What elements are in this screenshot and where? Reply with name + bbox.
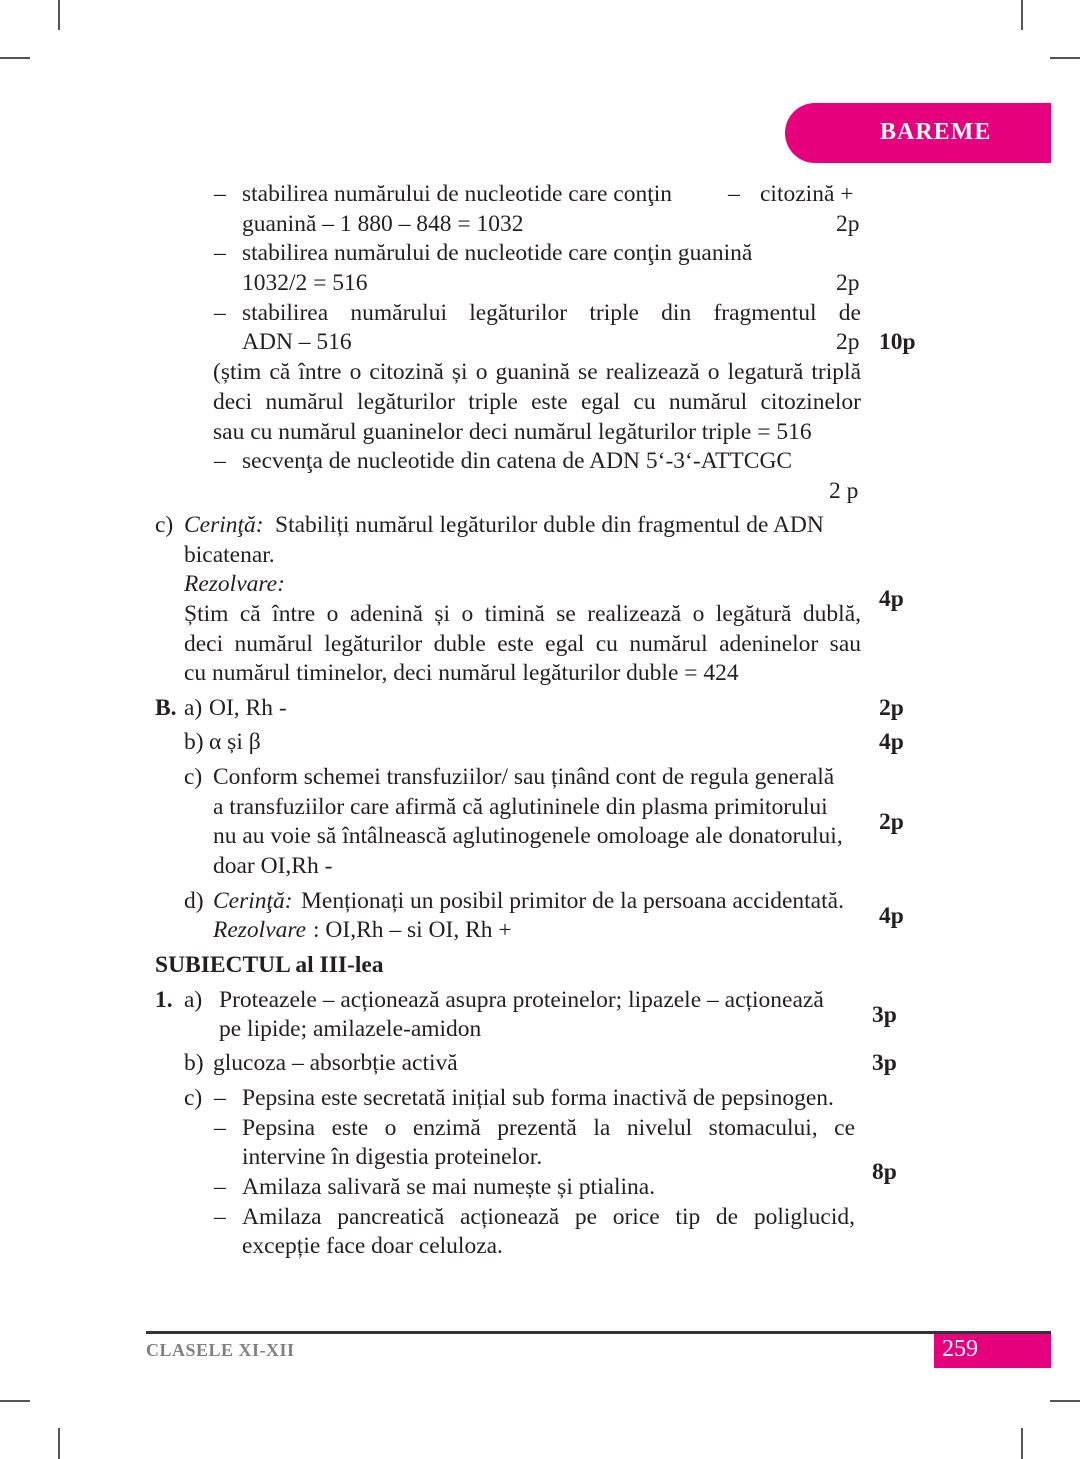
note-text: deci numărul legăturilor triple este egal cu numărul citozinelor [213, 389, 861, 415]
points: 4p [879, 586, 904, 612]
item-text: stabilirea numărului legăturilor triple din fragmentul de [242, 300, 861, 326]
bullet-dash: – [214, 1085, 226, 1111]
requirement-text: Menționați un posibil primitor de la persoana accidentată. [301, 888, 844, 914]
points: 4p [879, 903, 904, 929]
answer-text: Amilaza salivară se mai numește și ptialina. [242, 1174, 656, 1200]
total-points: 10p [879, 329, 916, 355]
points: 3p [872, 1050, 897, 1076]
section-tab [785, 103, 1051, 163]
item-label: b) [184, 729, 204, 755]
bullet-dash: – [214, 240, 226, 266]
answer-text: nu au voie să întâlnească aglutinogenele omoloage ale donatorului, [213, 823, 843, 849]
item-label: b) [184, 1050, 204, 1076]
bullet-dash: – [214, 300, 226, 326]
solution-text: deci numărul legăturilor duble este egal cu numărul adeninelor sau [184, 631, 861, 657]
item-label: c) [155, 512, 174, 538]
section-tab-label: BAREME [880, 119, 992, 145]
solution-text: : OI,Rh – si OI, Rh + [313, 917, 512, 943]
question-number: 1. [155, 987, 173, 1013]
answer-text: glucoza – absorbție activă [213, 1050, 458, 1076]
page-number: 259 [942, 1336, 978, 1362]
crop-mark [1050, 57, 1080, 59]
bullet-dash: – [214, 448, 226, 474]
points: 4p [879, 729, 904, 755]
bullet-dash: – [214, 1204, 226, 1230]
crop-mark [0, 57, 30, 59]
crop-mark [1050, 1400, 1080, 1402]
crop-mark [1021, 0, 1023, 30]
item-label: c) [184, 764, 203, 790]
crop-mark [58, 0, 60, 30]
requirement-label: Cerinţă: [184, 512, 264, 538]
item-text: – [728, 181, 740, 207]
answer-text: a transfuziilor care afirmă că aglutininele din plasma primitorului [213, 794, 828, 820]
answer-text: intervine în digestia proteinelor. [242, 1144, 543, 1170]
bullet-dash: – [214, 1174, 226, 1200]
crop-mark [0, 1400, 30, 1402]
solution-text: cu numărul timinelor, deci numărul legăturilor duble = 424 [184, 660, 739, 686]
answer-text: pe lipide; amilazele-amidon [219, 1016, 482, 1042]
points: 2p [879, 695, 904, 721]
footer-rule [146, 1331, 1051, 1334]
crop-mark [1021, 1428, 1023, 1459]
answer-text: excepție face doar celuloza. [242, 1233, 503, 1259]
points: 3p [872, 1002, 897, 1028]
footer-label: CLASELE XI-XII [146, 1340, 295, 1360]
points: 2p [836, 270, 860, 296]
solution-label: Rezolvare [213, 917, 307, 943]
item-label: d) [184, 888, 204, 914]
item-text: citozină + [760, 181, 854, 207]
answer-text: Conform schemei transfuziilor/ sau ținând cont de regula generală [213, 764, 835, 790]
points: 2p [836, 329, 860, 355]
solution-label: Rezolvare: [184, 571, 285, 597]
item-label: c) [184, 1085, 203, 1111]
requirement-text: bicatenar. [184, 542, 275, 568]
points: 2 p [829, 478, 859, 504]
item-text: ADN – 516 [242, 329, 352, 355]
requirement-label: Cerinţă: [213, 888, 293, 914]
item-text: stabilirea numărului de nucleotide care conţin [242, 181, 673, 207]
note-text: sau cu numărul guaninelor deci numărul legăturilor triple = 516 [213, 419, 812, 445]
item-label: a) [184, 695, 203, 721]
item-text: guanină – 1 880 – 848 = 1032 [242, 211, 524, 237]
answer-text: Pepsina este secretată inițial sub forma inactivă de pepsinogen. [242, 1085, 834, 1111]
requirement-text: Stabiliți numărul legăturilor duble din fragmentul de ADN [275, 512, 824, 538]
bullet-dash: – [214, 181, 226, 207]
points: 2p [879, 809, 904, 835]
page-number-box [934, 1334, 1051, 1368]
answer-text: doar OI,Rh - [213, 853, 333, 879]
item-label: a) [184, 987, 203, 1013]
solution-text: Știm că între o adenină și o timină se realizează o legătură dublă, [184, 601, 861, 627]
answer-text: Pepsina este o enzimă prezentă la nivelul stomacului, ce [242, 1115, 855, 1141]
section-heading: SUBIECTUL al III-lea [155, 952, 384, 978]
item-text: 1032/2 = 516 [242, 270, 368, 296]
item-text: stabilirea numărului de nucleotide care conţin guanină [242, 240, 753, 266]
answer-text: OI, Rh - [209, 695, 287, 721]
answer-text: Amilaza pancreatică acționează pe orice tip de poliglucid, [242, 1204, 855, 1230]
crop-mark [58, 1428, 60, 1459]
answer-text: Proteazele – acționează asupra proteinelor; lipazele – acționează [219, 987, 824, 1013]
bullet-dash: – [214, 1115, 226, 1141]
answer-text: α și β [209, 729, 261, 755]
points: 8p [872, 1159, 897, 1185]
sequence-text: secvenţa de nucleotide din catena de ADN 5‘-3‘-ATTCGC [242, 448, 793, 474]
note-text: (știm că între o citozină și o guanină se realizează o legatură triplă [213, 359, 861, 385]
points: 2p [836, 211, 860, 237]
part-label: B. [155, 695, 177, 721]
